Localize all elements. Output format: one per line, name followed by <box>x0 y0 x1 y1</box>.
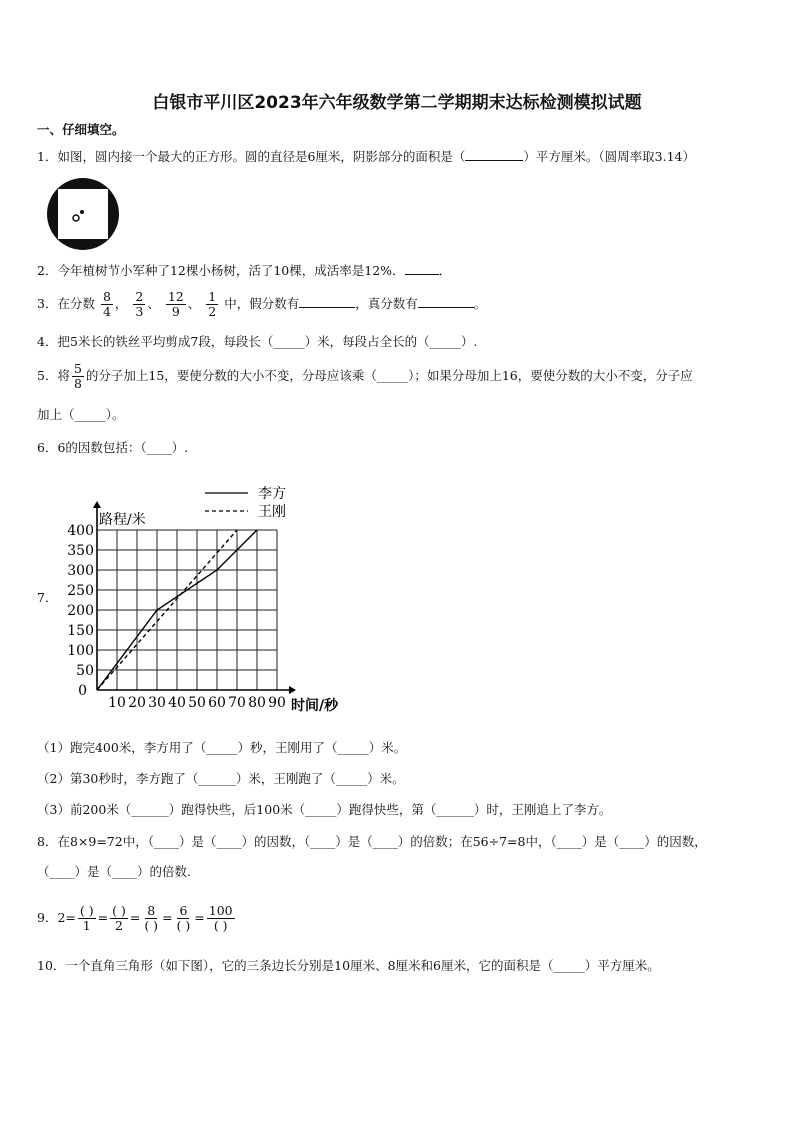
x-tick-label: 30 <box>148 695 166 711</box>
fraction: $\frac{1}{2}$ <box>208 289 217 319</box>
x-tick-label: 90 <box>268 695 286 711</box>
q3-text-c: ，真分数有 <box>355 296 418 311</box>
question-4: 4．把5米长的铁丝平均剪成7段，每段长（_____）米，每段占全长的（_____）. <box>37 334 478 349</box>
x-tick-label: 80 <box>248 695 266 711</box>
question-7-label: 7． <box>37 590 58 605</box>
y-tick-label: 200 <box>67 603 94 619</box>
circle-square-figure <box>45 176 121 252</box>
question-5 <box>37 362 693 391</box>
y-tick-label: 400 <box>67 523 94 539</box>
fraction[interactable]: $\frac{( )}{2}$ <box>112 903 126 933</box>
x-tick-label: 40 <box>168 695 186 711</box>
question-2 <box>37 262 451 279</box>
y-axis-label: 路程/米 <box>99 512 146 528</box>
x-tick-label: 10 <box>108 695 126 711</box>
x-tick-label: 50 <box>188 695 206 711</box>
fraction: $\frac{8}{4}$ <box>102 289 111 319</box>
fraction: $\frac{5}{8}$ <box>73 361 82 391</box>
distance-time-chart <box>40 480 370 715</box>
question-3: 3．在分数 $\frac{8}{4}$ ， $\frac{2}{3}$ 、 $\frac{12}{9}$ 、 $\frac{1}{2}$ 中，假分数有 ，真分数有 。 <box>37 289 487 319</box>
x-tick-label: 70 <box>228 695 246 711</box>
q9-label: 9．2= <box>37 910 76 925</box>
fraction[interactable]: $\frac{100}{( )}$ <box>208 903 233 933</box>
y-tick-label: 250 <box>67 583 94 599</box>
q2-blank[interactable] <box>405 262 439 275</box>
q3-blank-2[interactable] <box>418 295 474 308</box>
page-title: 白银市平川区2023年六年级数学第二学期期末达标检测模拟试题 <box>152 93 642 113</box>
x-axis-label: 时间/秒 <box>291 698 339 714</box>
q5-text-b: 的分子加上15，要使分数的大小不变，分母应该乘（_____）；如果分母加上16，要使分数的大小不变，分子应 <box>85 368 693 383</box>
q2-text-a: 2．今年植树节小军种了12棵小杨树，活了10棵，成活率是12%． <box>37 263 405 278</box>
q1-text-a: 1．如图，圆内接一个最大的正方形。圆的直径是6厘米，阴影部分的面积是（ <box>37 149 466 164</box>
question-7-sub-2: （2）第30秒时，李方跑了（______）米，王刚跑了（_____）米。 <box>37 771 405 786</box>
question-5-cont: 加上（_____）。 <box>37 407 125 422</box>
y-tick-label: 300 <box>67 563 94 579</box>
question-8-line-2: （____）是（____）的倍数. <box>37 864 191 879</box>
legend-label: 王刚 <box>258 504 286 520</box>
q3-text-a: 3．在分数 <box>37 296 95 311</box>
question-7-sub-3: （3）前200米（______）跑得快些，后100米（_____）跑得快些，第（______）时，王刚追上了李方。 <box>37 802 612 817</box>
y-tick-label: 100 <box>67 643 94 659</box>
fraction[interactable]: $\frac{6}{( )}$ <box>176 903 191 933</box>
question-7-sub-1: （1）跑完400米，李方用了（_____）秒，王刚用了（_____）米。 <box>37 740 407 755</box>
q3-blank-1[interactable] <box>299 295 355 308</box>
q1-blank[interactable] <box>465 148 523 161</box>
x-axis-arrow <box>289 686 296 694</box>
legend-label: 李方 <box>258 486 286 502</box>
question-6: 6．6的因数包括：（____）. <box>37 440 189 455</box>
q1-text-b: ）平方厘米。（圆周率取3.14） <box>523 149 696 164</box>
fraction[interactable]: $\frac{8}{( )}$ <box>144 903 159 933</box>
question-10: 10．一个直角三角形（如下图），它的三条边长分别是10厘米、8厘米和6厘米，它的面积是（_____）平方厘米。 <box>37 958 660 973</box>
x-tick-label: 20 <box>128 695 146 711</box>
x-tick-label: 60 <box>208 695 226 711</box>
q3-text-b: 中，假分数有 <box>224 296 300 311</box>
section-heading: 一、仔细填空。 <box>37 122 125 137</box>
question-9: 9．2= $\frac{( )}{1}$ = $\frac{( )}{2}$ = $\frac{8}{( )}$ = $\frac{6}{( )}$ = $\frac{100}{( )}$ <box>37 903 233 933</box>
y-tick-label: 350 <box>67 543 94 559</box>
q2-text-b: ． <box>438 263 452 278</box>
origin-label: 0 <box>78 683 87 699</box>
question-8-line-1: 8．在8×9=72中，（____）是（____）的因数，（____）是（____）的倍数；在56÷7=8中，（____）是（____）的因数， <box>37 834 707 849</box>
y-axis-arrow <box>93 501 101 508</box>
fraction[interactable]: $\frac{( )}{1}$ <box>79 903 94 933</box>
q3-text-d: 。 <box>473 296 487 311</box>
fraction: $\frac{2}{3}$ <box>135 289 144 319</box>
q5-text-a: 5．将 <box>37 368 70 383</box>
fraction: $\frac{12}{9}$ <box>167 289 184 319</box>
question-1 <box>37 148 695 165</box>
y-tick-label: 150 <box>67 623 94 639</box>
y-tick-label: 50 <box>76 663 94 679</box>
